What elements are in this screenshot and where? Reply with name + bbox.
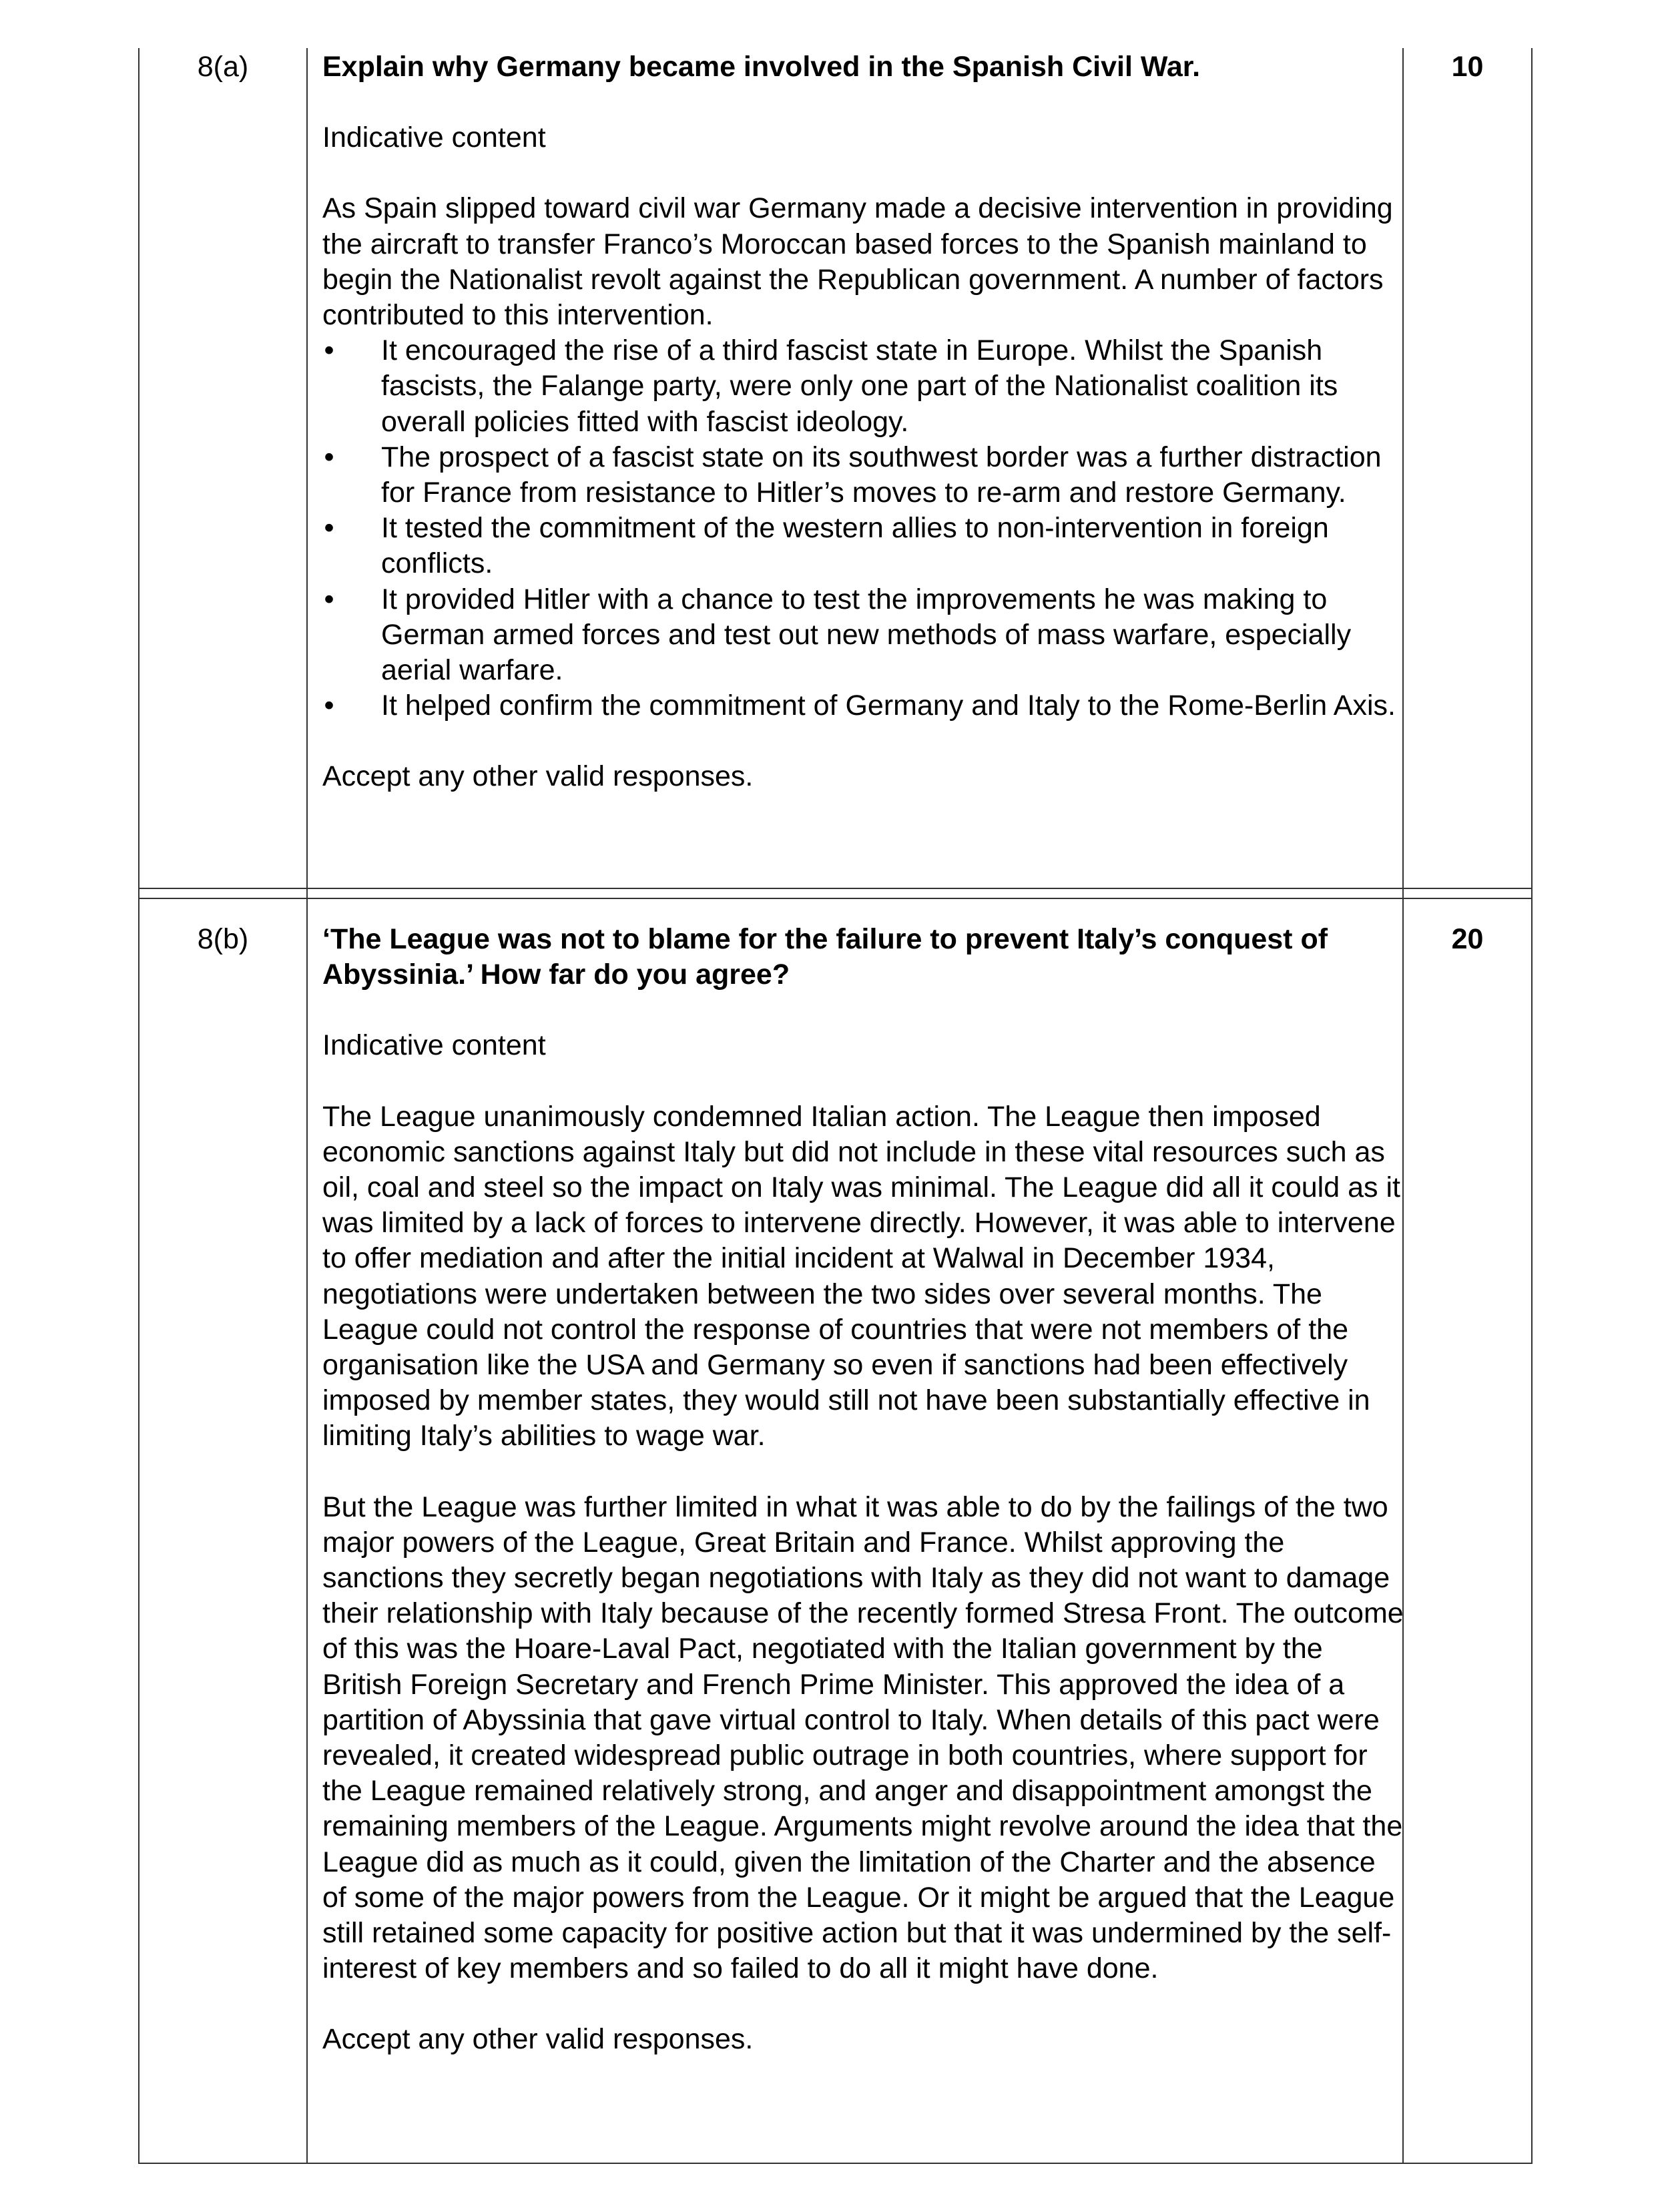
answer-content [322,49,1404,795]
table-border-left [138,48,140,2163]
bullet-icon: • [324,689,334,722]
table-divider-number [306,48,308,2163]
row-separator [138,888,1533,889]
list-item-text: It helped confirm the commitment of Germany and Italy to the Rome-Berlin Axis. [381,689,1396,722]
list-item [322,440,1404,511]
table-border-right [1531,48,1533,2163]
bullet-list [322,333,1404,724]
list-item [322,688,1404,724]
question-number: 8(b) [197,923,249,955]
marks-value: 20 [1451,923,1484,955]
body-paragraph: But the League was further limited in what it was able to do by the failings of the two major powers of the League, Great Britain and France. Whilst approving the sanctions they secretly began negotiations with Italy as they did not want to damage their relationship with Italy because of the recently formed Stresa Front. The outcome of this was the Hoare-Laval Pact, negotiated with the Italian government by the British Foreign Secretary and French Prime Minister. This approved the idea of a partition of Abyssinia that gave virtual control to Italy. When details of this pact were revealed, it created widespread public outrage in both countries, where support for the League remained relatively strong, and anger and disappointment amongst the remaining members of the League. Arguments might revolve around the idea that the League did as much as it could, given the limitation of the Charter and the absence of some of the major powers from the League. Or it might be argued that the League still retained some capacity for positive action but that it was undermined by the self-interest of key members and so failed to do all it might have done. [322,1490,1404,1985]
list-item-text: It provided Hitler with a chance to test the improvements he was making to German armed forces and test out new methods of mass warfare, especially aerial warfare. [381,583,1352,687]
row-separator [138,898,1533,899]
bullet-icon: • [324,583,334,615]
list-item-text: The prospect of a fascist state on its southwest border was a further distraction for France from resistance to Hitler’s moves to re-arm and restore Germany. [381,441,1382,509]
answer-content [322,922,1404,2058]
table-border-bottom [138,2163,1533,2164]
closing-note: Accept any other valid responses. [322,760,754,793]
bullet-icon: • [324,512,334,545]
bullet-icon: • [324,334,334,367]
question-text: Explain why Germany became involved in the Spanish Civil War. [322,51,1201,83]
closing-note: Accept any other valid responses. [322,2023,754,2056]
marks-value: 10 [1451,51,1484,83]
list-item [322,333,1404,440]
section-heading: Indicative content [322,121,546,154]
body-paragraph: The League unanimously condemned Italian action. The League then imposed economic sanctions against Italy but did not include in these vital resources such as oil, coal and steel so the impact on Italy was minimal. The League did all it could as it was limited by a lack of forces to intervene directly. However, it was able to intervene to offer mediation and after the initial incident at Walwal in December 1934, negotiations were undertaken between the two sides over several months. The League could not control the response of countries that were not members of the organisation like the USA and Germany so even if sanctions had been effectively imposed by member states, they would still not have been substantially effective in limiting Italy’s abilities to wage war. [322,1100,1400,1452]
question-text: ‘The League was not to blame for the failure to prevent Italy’s conquest of Abyssinia.’ How far do you agree? [322,923,1328,991]
list-item-text: It encouraged the rise of a third fascist state in Europe. Whilst the Spanish fascists, the Falange party, were only one part of the Nationalist coalition its overall policies fitted with fascist ideology. [381,334,1338,438]
question-number: 8(a) [197,51,249,83]
list-item [322,511,1404,581]
bullet-icon: • [324,441,334,473]
list-item-text: It tested the commitment of the western allies to non-intervention in foreign conflicts. [381,512,1329,580]
list-item [322,582,1404,689]
intro-paragraph: As Spain slipped toward civil war Germany made a decisive intervention in providing the aircraft to transfer Franco’s Moroccan based forces to the Spanish mainland to begin the Nationalist revolt against the Republican government. A number of factors contributed to this intervention. [322,192,1393,332]
section-heading: Indicative content [322,1029,546,1062]
